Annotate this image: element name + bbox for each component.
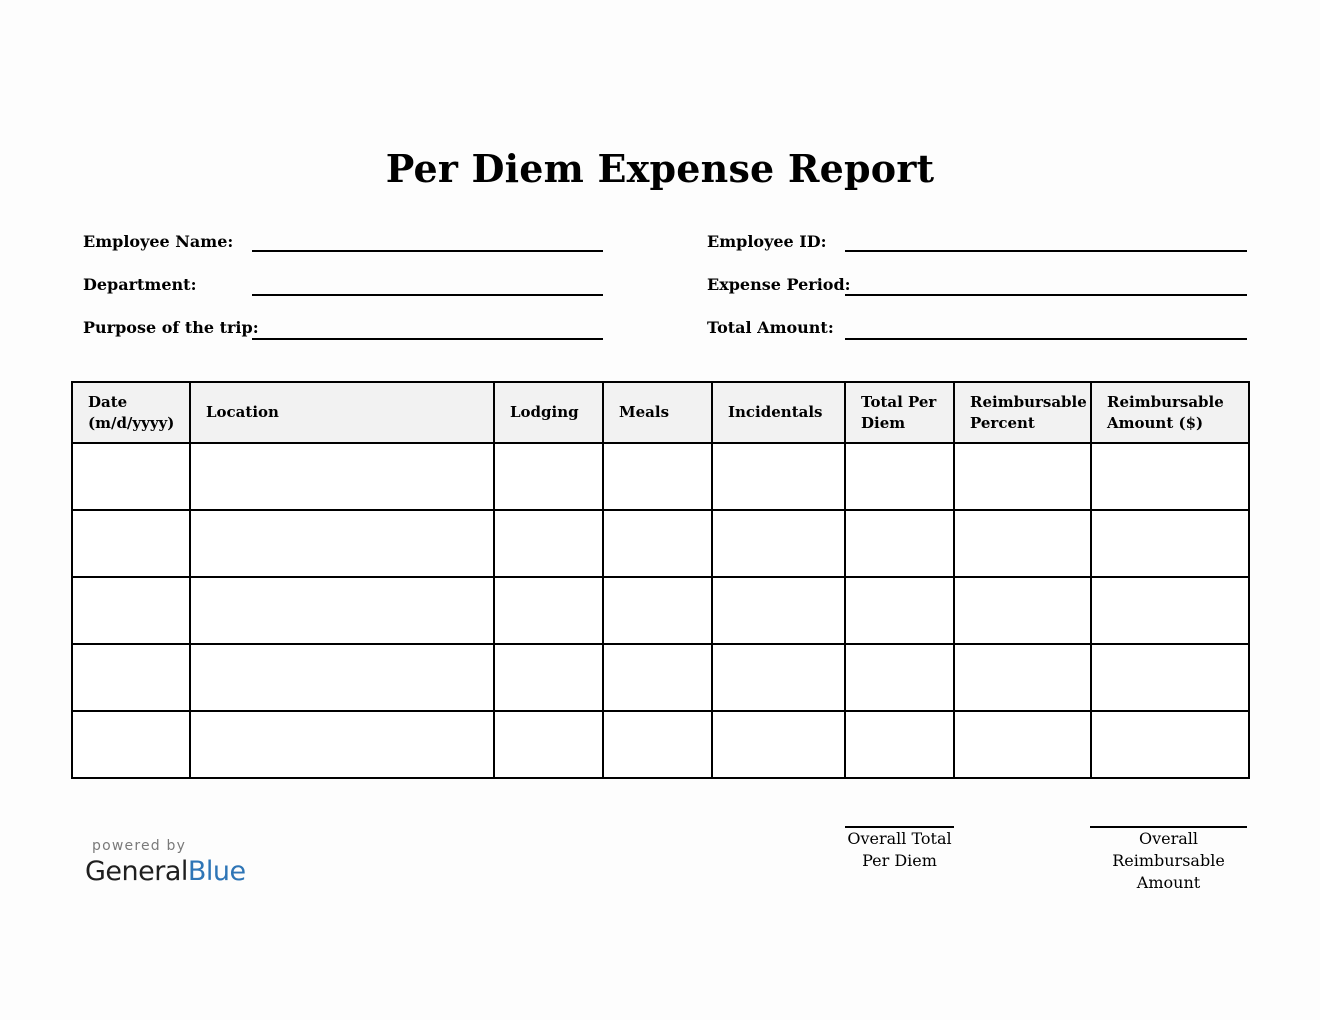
table-cell[interactable]: [845, 510, 954, 577]
employee-id-label: Employee ID:: [707, 232, 827, 251]
column-header-meals: Meals: [603, 382, 712, 443]
table-cell[interactable]: [494, 577, 603, 644]
expense-period-label: Expense Period:: [707, 275, 851, 294]
table-cell[interactable]: [603, 577, 712, 644]
table-cell[interactable]: [72, 577, 190, 644]
table-cell[interactable]: [603, 443, 712, 510]
table-cell[interactable]: [494, 510, 603, 577]
table-cell[interactable]: [954, 577, 1091, 644]
table-cell[interactable]: [712, 510, 845, 577]
table-cell[interactable]: [954, 510, 1091, 577]
table-cell[interactable]: [72, 711, 190, 778]
column-header-date: Date (m/d/yyyy): [72, 382, 190, 443]
table-cell[interactable]: [954, 644, 1091, 711]
powered-by-text: powered by: [92, 838, 187, 854]
overall-reimbursable-amount-label: Overall Reimbursable Amount: [1112, 829, 1225, 892]
column-header-lodging: Lodging: [494, 382, 603, 443]
table-row: [72, 510, 1249, 577]
table-cell[interactable]: [712, 711, 845, 778]
table-cell[interactable]: [603, 711, 712, 778]
table-cell[interactable]: [494, 644, 603, 711]
generalblue-logo[interactable]: [85, 856, 246, 887]
table-cell[interactable]: [1091, 644, 1249, 711]
table-row: [72, 577, 1249, 644]
table-cell[interactable]: [190, 577, 494, 644]
table-cell[interactable]: [712, 644, 845, 711]
column-header-reimbursable-amount: Reimbursable Amount ($): [1091, 382, 1249, 443]
column-header-location: Location: [190, 382, 494, 443]
brand-part-blue: Blue: [187, 856, 246, 887]
total-amount-field[interactable]: [845, 338, 1247, 340]
table-cell[interactable]: [954, 711, 1091, 778]
employee-name-field[interactable]: [252, 250, 603, 252]
table-cell[interactable]: [190, 644, 494, 711]
table-cell[interactable]: [1091, 711, 1249, 778]
column-header-reimbursable-percent: Reimbursable Percent: [954, 382, 1091, 443]
table-cell[interactable]: [712, 577, 845, 644]
purpose-field[interactable]: [252, 338, 603, 340]
table-cell[interactable]: [72, 644, 190, 711]
total-amount-label: Total Amount:: [707, 318, 834, 337]
table-cell[interactable]: [1091, 577, 1249, 644]
table-cell[interactable]: [1091, 443, 1249, 510]
employee-id-field[interactable]: [845, 250, 1247, 252]
table-cell[interactable]: [72, 443, 190, 510]
employee-name-label: Employee Name:: [83, 232, 234, 251]
table-cell[interactable]: [845, 577, 954, 644]
table-cell[interactable]: [845, 644, 954, 711]
overall-total-per-diem-label: Overall Total Per Diem: [847, 829, 952, 870]
table-cell[interactable]: [603, 644, 712, 711]
table-cell[interactable]: [712, 443, 845, 510]
department-field[interactable]: [252, 294, 603, 296]
table-cell[interactable]: [845, 711, 954, 778]
brand-part-general: General: [85, 856, 188, 887]
table-cell[interactable]: [954, 443, 1091, 510]
table-cell[interactable]: [494, 443, 603, 510]
column-header-total-per-diem: Total Per Diem: [845, 382, 954, 443]
purpose-label: Purpose of the trip:: [83, 318, 259, 337]
table-cell[interactable]: [494, 711, 603, 778]
table-row: [72, 644, 1249, 711]
department-label: Department:: [83, 275, 197, 294]
table-cell[interactable]: [190, 443, 494, 510]
table-cell[interactable]: [72, 510, 190, 577]
expense-period-field[interactable]: [845, 294, 1247, 296]
table-cell[interactable]: [190, 711, 494, 778]
page-title: Per Diem Expense Report: [385, 146, 935, 191]
expense-table: [71, 381, 1250, 779]
table-cell[interactable]: [603, 510, 712, 577]
table-header-row: [72, 382, 1249, 443]
column-header-incidentals: Incidentals: [712, 382, 845, 443]
table-cell[interactable]: [190, 510, 494, 577]
table-cell[interactable]: [845, 443, 954, 510]
table-row: [72, 443, 1249, 510]
table-cell[interactable]: [1091, 510, 1249, 577]
table-row: [72, 711, 1249, 778]
